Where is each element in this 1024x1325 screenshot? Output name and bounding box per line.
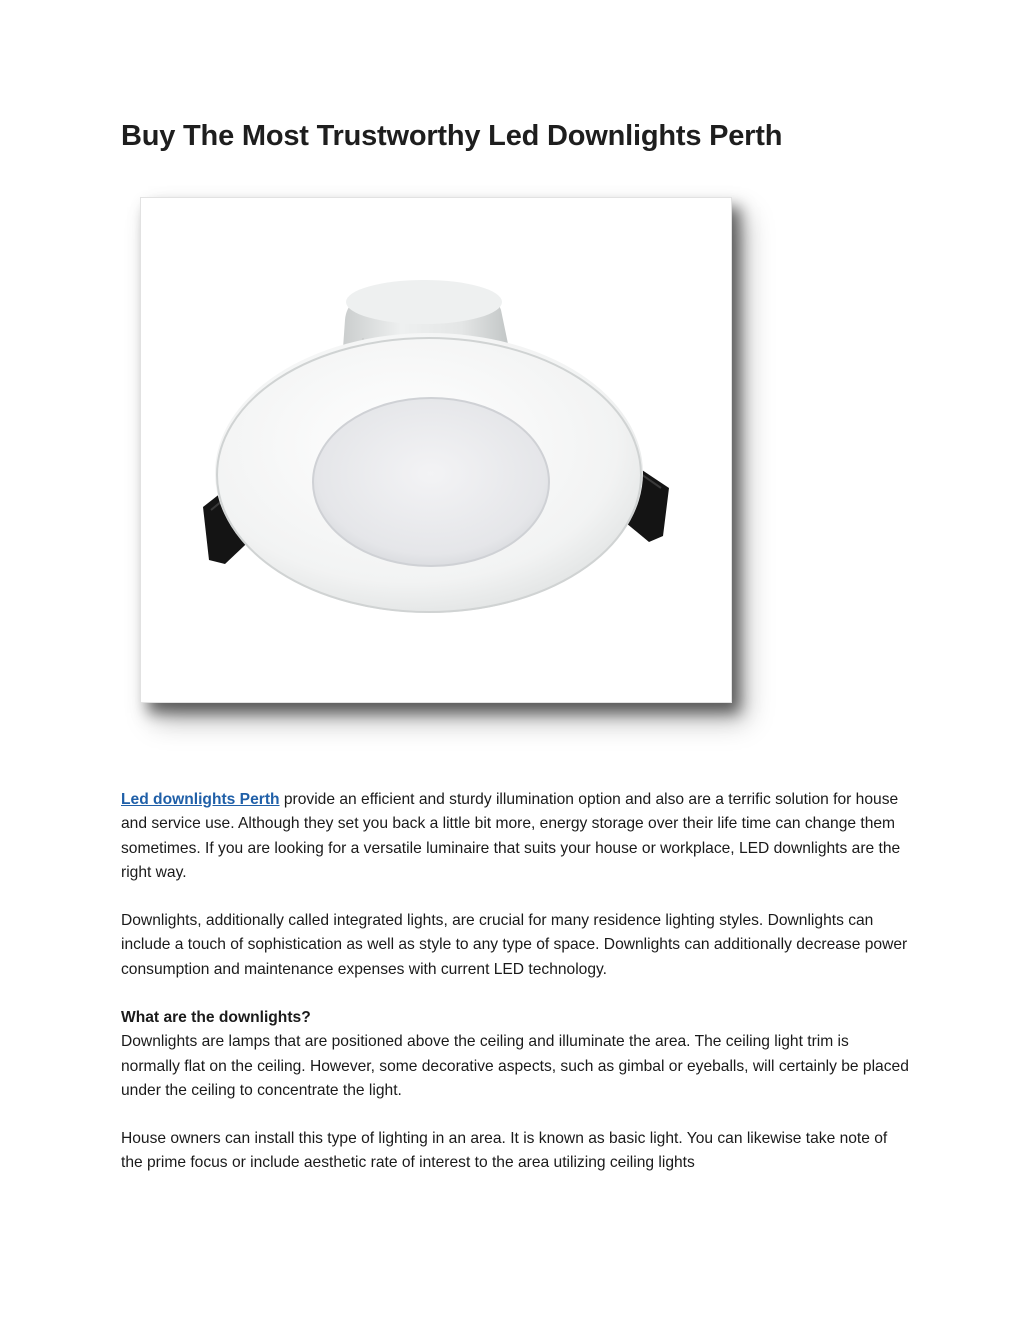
paragraph-text: Downlights are lamps that are positioned above the ceiling and illuminate the area. The ceiling light trim is normally flat on the ceiling. However, some decorative aspects, such as gimbal or eyeballs, will certainly be placed under the ceiling to concentrate the light.: [121, 1033, 909, 1099]
product-image: [140, 197, 732, 703]
section-heading: What are the downlights?: [121, 1009, 311, 1026]
led-downlights-perth-link[interactable]: Led downlights Perth: [121, 791, 280, 808]
section-what-are-downlights: [121, 1006, 911, 1103]
led-downlight-icon: [141, 198, 731, 702]
intro-text: provide an efficient and sturdy illumination option and also are a terrific solution for house and service use. Although they set you back a little bit more, energy storage over their life time can change them sometimes. If you are looking for a versatile luminaire that suits your house or workplace, LED downlights are the right way.: [121, 791, 901, 881]
intro-paragraph: [121, 788, 911, 885]
paragraph-integrated-lights: [121, 909, 911, 982]
paragraph-text: House owners can install this type of lighting in an area. It is known as basic light. You can likewise take note of the prime focus or include aesthetic rate of interest to the area utilizing ceiling lights: [121, 1130, 888, 1172]
page-title: Buy The Most Trustworthy Led Downlights Perth: [121, 120, 783, 152]
paragraph-house-owners: [121, 1127, 911, 1176]
paragraph-text: Downlights, additionally called integrated lights, are crucial for many residence lighting styles. Downlights can include a touch of sophistication as well as style to any type of space. Downlights can additionally decrease power consumption and maintenance expenses with current LED technology.: [121, 912, 908, 978]
